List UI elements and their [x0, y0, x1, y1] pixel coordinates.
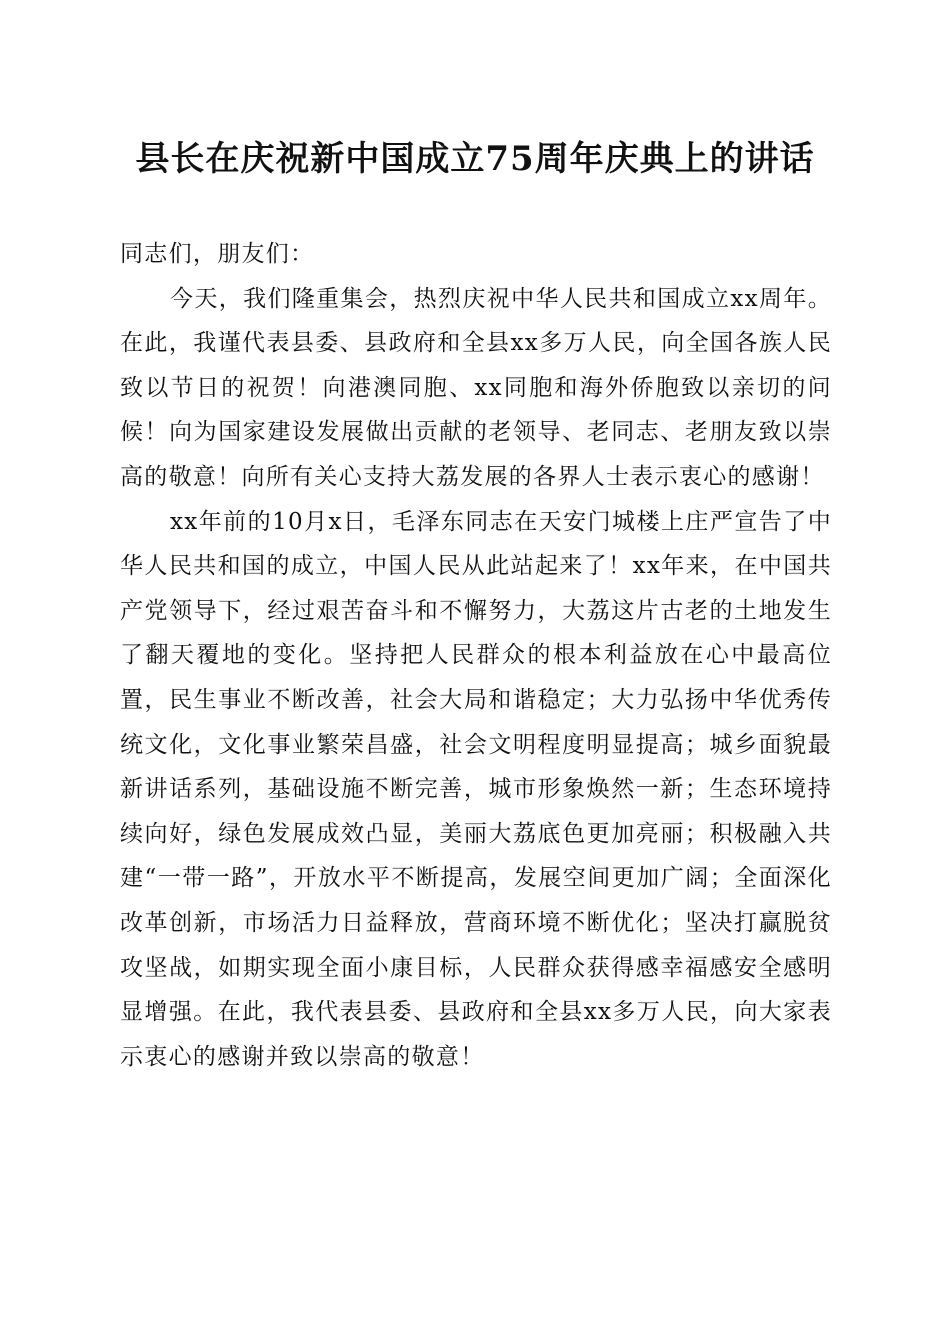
salutation: 同志们，朋友们： [120, 241, 315, 267]
document-body [120, 232, 832, 1079]
document-title: 县长在庆祝新中国成立75周年庆典上的讲话 [135, 139, 815, 179]
paragraph-2: xx年前的10月x日，毛泽东同志在天安门城楼上庄严宣告了中华人民共和国的成立，中国人民从此站起来了！xx年来，在中国共产党领导下，经过艰苦奋斗和不懈努力，大荔这片古老的土地发生了翻天覆地的变化。坚持把人民群众的根本利益放在心中最高位置，民生事业不断改善，社会大局和谐稳定；大力弘扬中华优秀传统文化，文化事业繁荣昌盛，社会文明程度明显提高；城乡面貌最新讲话系列，基础设施不断完善，城市形象焕然一新；生态环境持续向好，绿色发展成效凸显，美丽大荔底色更加亮丽；积极融入共建“一带一路”，开放水平不断提高，发展空间更加广阔；全面深化改革创新，市场活力日益释放，营商环境不断优化；坚决打赢脱贫攻坚战，如期实现全面小康目标，人民群众获得感幸福感安全感明显增强。在此，我代表县委、县政府和全县xx多万人民，向大家表示衷心的感谢并致以崇高的敬意！ [120, 508, 832, 1070]
paragraph-1: 今天，我们隆重集会，热烈庆祝中华人民共和国成立xx周年。在此，我谨代表县委、县政府和全县xx多万人民，向全国各族人民致以节日的祝贺！向港澳同胞、xx同胞和海外侨胞致以亲切的问候！向为国家建设发展做出贡献的老领导、老同志、老朋友致以崇高的敬意！向所有关心支持大荔发展的各界人士表示衷心的感谢！ [120, 285, 832, 490]
